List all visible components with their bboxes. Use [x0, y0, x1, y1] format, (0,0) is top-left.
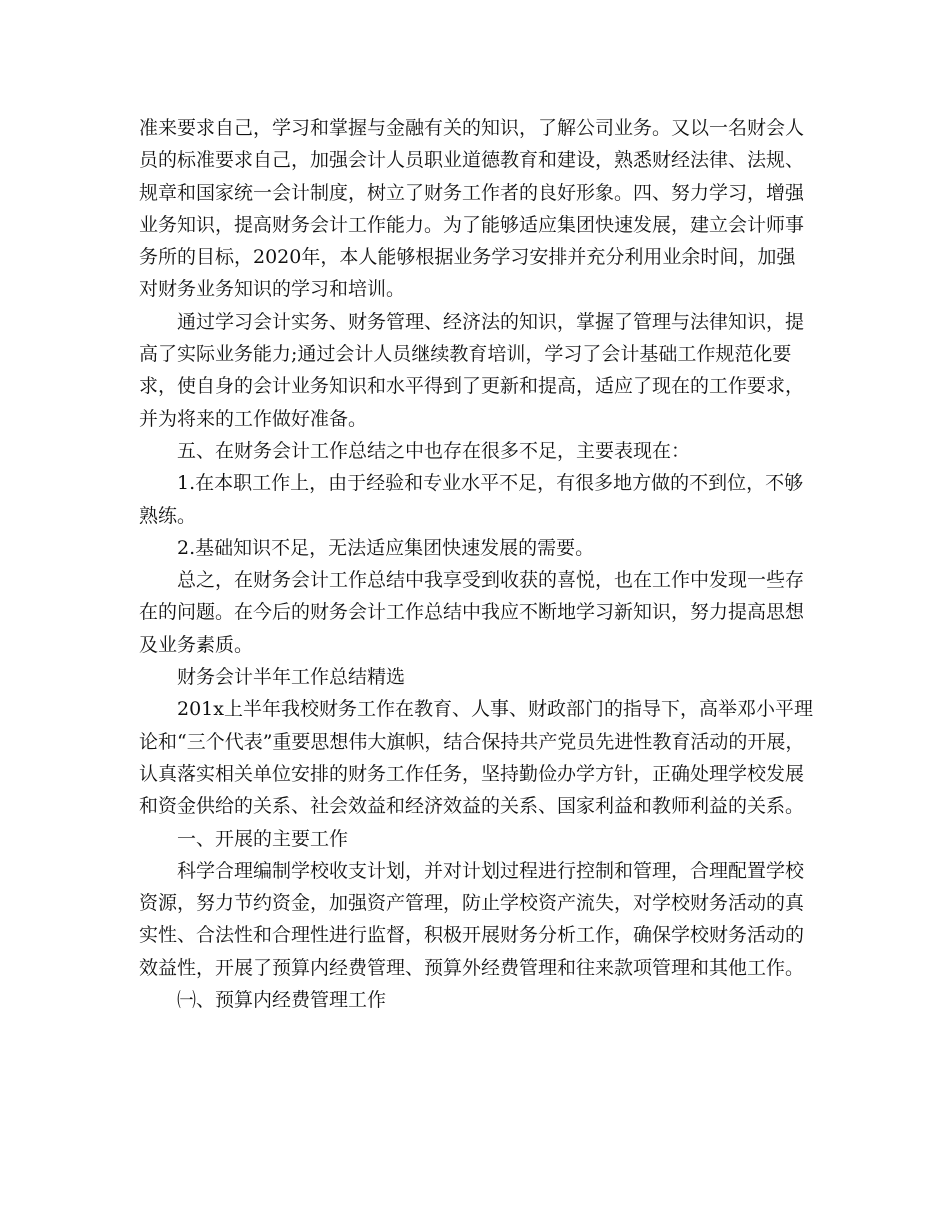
list-item-1: 1.在本职工作上，由于经验和专业水平不足，有很多地方做的不到位，不够熟练。 — [139, 472, 804, 527]
paragraph-conclusion: 总之，在财务会计工作总结中我享受到收获的喜悦，也在工作中发现一些存在的问题。在今后的财务会计工作总结中我应不断地学习新知识，努力提高思想及业务素质。 — [139, 569, 805, 656]
subsection-heading-budget: ㈠、预算内经费管理工作 — [177, 989, 387, 1012]
paragraph-study-results: 通过学习会计实务、财务管理、经济法的知识，掌握了管理与法律知识，提高了实际业务能力;通过会计人员继续教育培训，学习了会计基础工作规范化要求，使自身的会计业务知识和水平得到了更新和提高，适应了现在的工作要求，并为将来的工作做好准备。 — [139, 310, 805, 430]
article-title: 财务会计半年工作总结精选 — [177, 666, 406, 689]
paragraph-main-work: 科学合理编制学校收支计划，并对计划过程进行控制和管理，合理配置学校资源，努力节约资金，加强资产管理，防止学校资产流失，对学校财务活动的真实性、合法性和合理性进行监督，积极开展财务分析工作，确保学校财务活动的效益性，开展了预算内经费管理、预算外经费管理和往来款项管理和其他工作。 — [139, 859, 805, 979]
paragraph-continuation: 准来要求自己，学习和掌握与金融有关的知识，了解公司业务。又以一名财会人员的标准要求自己，加强会计人员职业道德教育和建设，熟悉财经法律、法规、规章和国家统一会计制度，树立了财务工作者的良好形象。四、努力学习，增强业务知识，提高财务会计工作能力。为了能够适应集团快速发展，建立会计师事务所的目标，2020年，本人能够根据业务学习安排并充分利用业余时间，加强对财务业务知识的学习和培训。 — [139, 117, 805, 301]
document-body — [139, 112, 814, 1016]
section-heading-main-work: 一、开展的主要工作 — [177, 827, 349, 850]
list-item-2: 2.基础知识不足，无法适应集团快速发展的需要。 — [177, 536, 595, 559]
paragraph-intro: 201x上半年我校财务工作在教育、人事、财政部门的指导下，高举邓小平理论和“三个代表”重要思想伟大旗帜，结合保持共产党员先进性教育活动的开展，认真落实相关单位安排的财务工作任务，坚持勤俭办学方针，正确处理学校发展和资金供给的关系、社会效益和经济效益的关系、国家利益和教师利益的关系。 — [139, 698, 813, 818]
section-heading-shortcomings: 五、在财务会计工作总结之中也存在很多不足，主要表现在： — [177, 439, 691, 462]
